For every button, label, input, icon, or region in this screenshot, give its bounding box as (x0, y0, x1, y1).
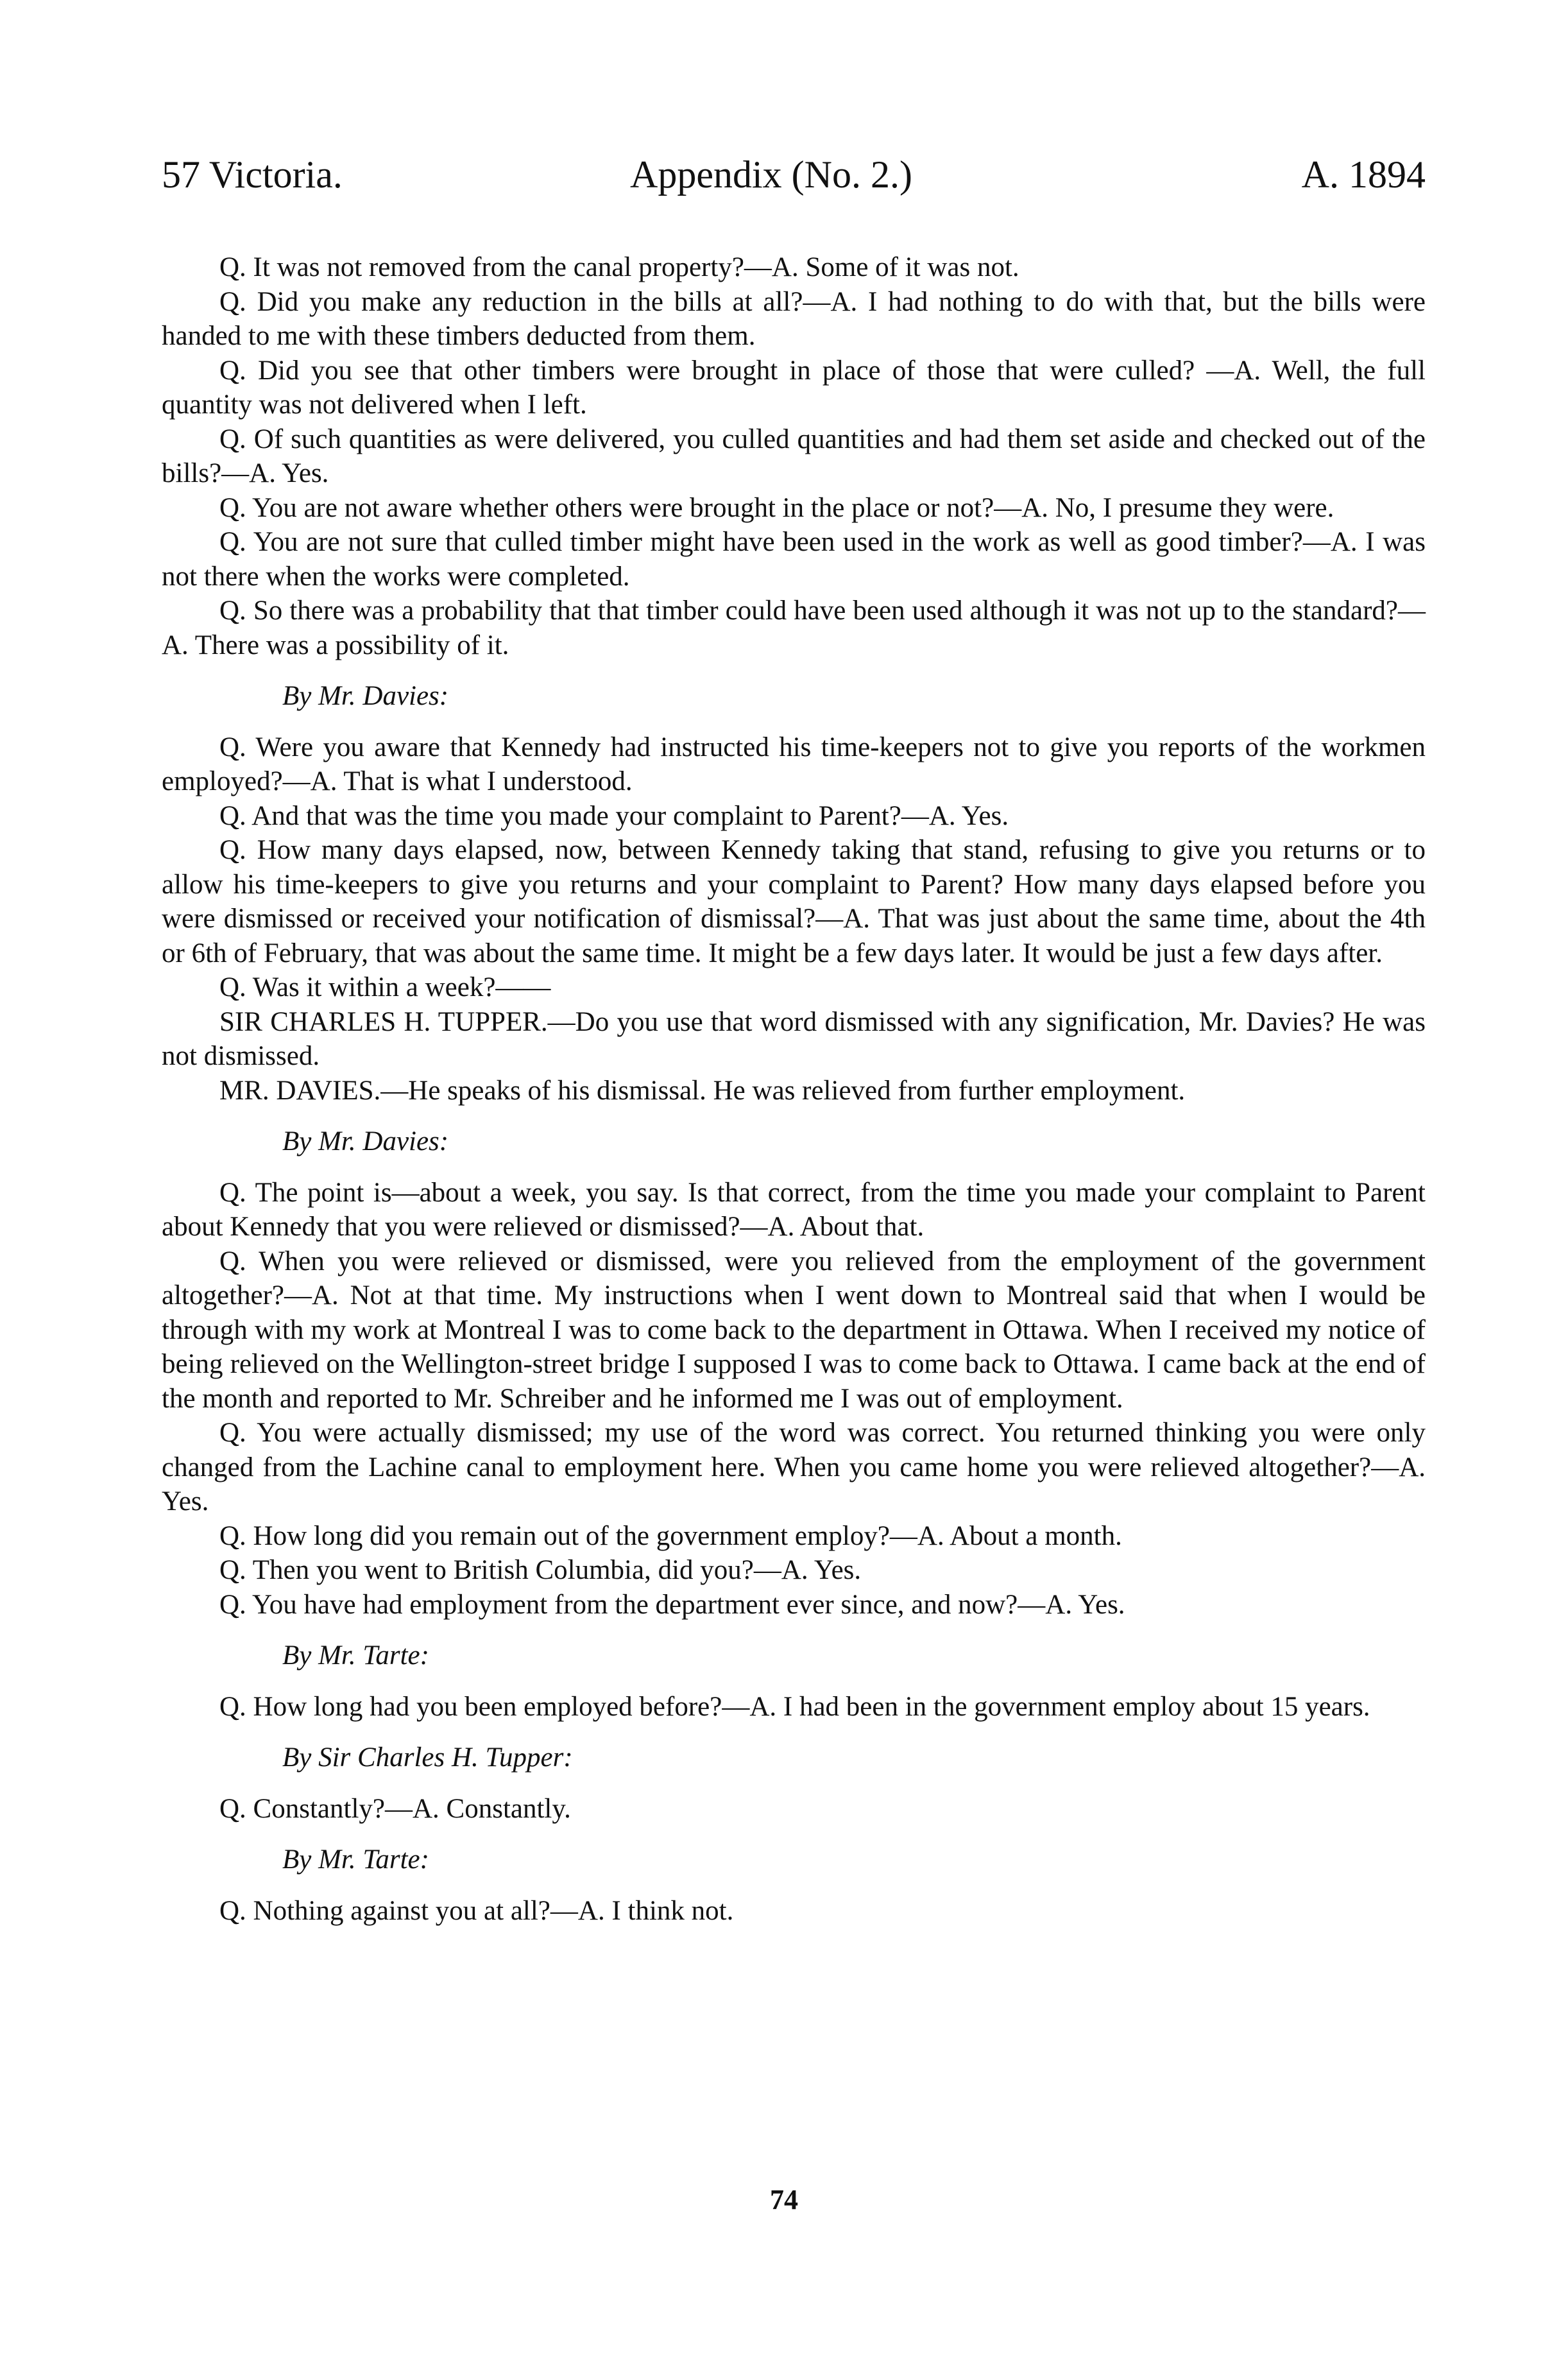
paragraph: Q. How long had you been employed before?—A. I had been in the government employ about 15 years. (219, 1691, 1370, 1722)
paragraph: Q. When you were relieved or dismissed, were you relieved from the employment of the government altogether?—A. Not at that time. My instructions when I went down to Montreal said that when I would be through with my work at Montreal I was to come back to the department in Ottawa. When I received my notice of being relieved on the Wellington-street bridge I supposed I was to come back to Ottawa. I came back at the end of the month and reported to Mr. Schreiber and he informed me I was out of employment. (162, 1246, 1426, 1414)
paragraph: Q. You are not aware whether others were brought in the place or not?—A. No, I presume they were. (219, 492, 1334, 523)
paragraph: Q. Constantly?—A. Constantly. (219, 1793, 571, 1824)
header-session: 57 Victoria. (162, 153, 343, 196)
paragraph: Q. Then you went to British Columbia, did you?—A. Yes. (219, 1555, 862, 1585)
examiner-heading: By Mr. Davies: (282, 681, 449, 711)
paragraph: Q. So there was a probability that that timber could have been used although it was not up to the standard?—A. There was a possibility of it. (162, 596, 1426, 660)
paragraph: Q. You were actually dismissed; my use of the word was correct. You returned thinking you were only changed from the Lachine canal to employment here. When you came home you were relieved altogether?—A. Yes. (162, 1418, 1426, 1517)
paragraph: Q. You have had employment from the department ever since, and now?—A. Yes. (219, 1589, 1125, 1620)
examiner-heading: By Sir Charles H. Tupper: (282, 1742, 573, 1773)
paragraph: SIR CHARLES H. TUPPER.—Do you use that word dismissed with any signification, Mr. Davies? He was not dismissed. (162, 1006, 1426, 1071)
paragraph: Q. It was not removed from the canal property?—A. Some of it was not. (219, 252, 1019, 282)
paragraph: MR. DAVIES.—He speaks of his dismissal. He was relieved from further employment. (219, 1075, 1186, 1106)
paragraph: Q. The point is—about a week, you say. Is that correct, from the time you made your complaint to Parent about Kennedy that you were relieved or dismissed?—A. About that. (162, 1177, 1426, 1242)
header-appendix: Appendix (No. 2.) (630, 153, 912, 196)
paragraph: Q. Nothing against you at all?—A. I think not. (219, 1895, 734, 1926)
document-body (162, 250, 1426, 1928)
paragraph: Q. Did you see that other timbers were brought in place of those that were culled? —A. Well, the full quantity was not delivered when I left. (162, 355, 1426, 420)
paragraph: Q. Were you aware that Kennedy had instructed his time-keepers not to give you reports of the workmen employed?—A. That is what I understood. (162, 732, 1426, 796)
page-number: 74 (770, 2184, 798, 2215)
examiner-heading: By Mr. Davies: (282, 1126, 449, 1156)
paragraph: Q. How many days elapsed, now, between Kennedy taking that stand, refusing to give you returns or to allow his time-keepers to give you returns and your complaint to Parent? How many days elapsed before you were dismissed or received your notification of dismissal?—A. That was just about the same time, about the 4th or 6th of February, that was about the same time. It might be a few days later. It would be just a few days after. (162, 835, 1426, 968)
paragraph: Q. How long did you remain out of the government employ?—A. About a month. (219, 1520, 1122, 1551)
page-header (162, 153, 1426, 204)
paragraph: Q. Was it within a week?—— (219, 972, 551, 1002)
paragraph: Q. You are not sure that culled timber might have been used in the work as well as good timber?—A. I was not there when the works were completed. (162, 527, 1426, 592)
examiner-heading: By Mr. Tarte: (282, 1844, 429, 1875)
paragraph: Q. And that was the time you made your complaint to Parent?—A. Yes. (219, 800, 1009, 831)
header-year: A. 1894 (1301, 153, 1426, 196)
paragraph: Q. Did you make any reduction in the bills at all?—A. I had nothing to do with that, but the bills were handed to me with these timbers deducted from them. (162, 286, 1426, 351)
examiner-heading: By Mr. Tarte: (282, 1640, 429, 1671)
paragraph: Q. Of such quantities as were delivered, you culled quantities and had them set aside and checked out of the bills?—A. Yes. (162, 424, 1426, 488)
